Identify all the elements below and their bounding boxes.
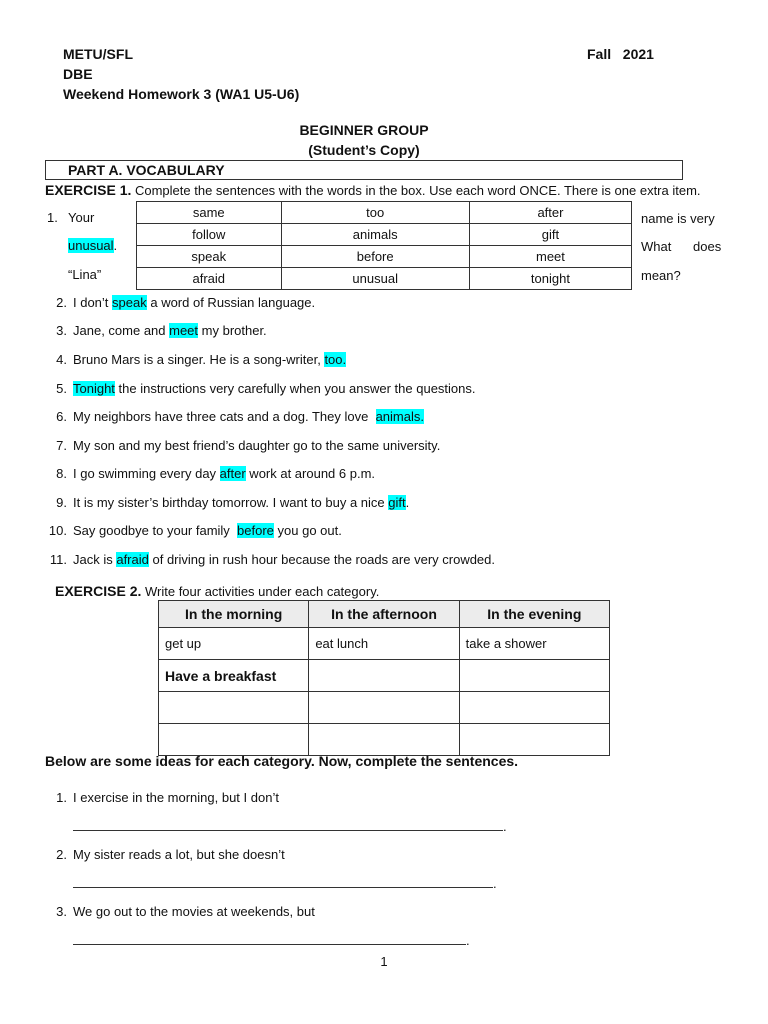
exercise-1-label: EXERCISE 1. — [45, 182, 132, 198]
item-answer: gift — [388, 495, 406, 510]
item-answer: too. — [324, 352, 347, 367]
activities-cell[interactable] — [159, 724, 309, 756]
page-number: 1 — [380, 954, 388, 969]
part-a-title: PART A. VOCABULARY — [68, 162, 225, 178]
exercise-1-item — [43, 523, 342, 538]
activities-cell[interactable] — [459, 724, 609, 756]
word-box-cell: unusual — [281, 268, 469, 290]
item-text-after: you go out. — [273, 523, 342, 538]
answer-line[interactable] — [73, 818, 507, 834]
answer-line[interactable] — [73, 932, 470, 948]
answer-blank[interactable] — [73, 818, 503, 831]
word-box-cell: speak — [137, 246, 282, 268]
item-text-after: work at around 6 p.m. — [245, 466, 376, 481]
item-number: 6. — [56, 409, 67, 424]
exercise-2-instruction — [55, 583, 379, 599]
homework-title: Weekend Homework 3 (WA1 U5-U6) — [63, 86, 300, 102]
idea-text: We go out to the movies at weekends, but — [73, 904, 315, 919]
item-number: 5. — [56, 381, 67, 396]
word-box-cell: meet — [469, 246, 631, 268]
item-text-before: I go swimming every day — [73, 466, 220, 481]
activities-row — [159, 724, 610, 756]
item-text-after: a word of Russian language. — [146, 295, 316, 310]
word-box-cell: after — [469, 202, 631, 224]
idea-text: My sister reads a lot, but she doesn’t — [73, 847, 285, 862]
ideas-heading: Below are some ideas for each category. Now, complete the sentences. — [45, 753, 519, 769]
activities-table — [158, 600, 610, 756]
item-1-left-3: “Lina” — [68, 267, 102, 282]
group-title: BEGINNER GROUP — [299, 122, 429, 138]
idea-item — [43, 904, 315, 919]
activities-cell[interactable] — [309, 724, 459, 756]
exercise-1-item — [43, 295, 315, 310]
item-answer: afraid — [116, 552, 149, 567]
item-text-before: My son and my best friend’s daughter go to the same university. — [73, 438, 441, 453]
item-answer: Tonight — [73, 381, 115, 396]
word-box-cell: animals — [281, 224, 469, 246]
item-1-right-1: name is very — [641, 211, 715, 226]
idea-text: I exercise in the morning, but I don’t — [73, 790, 279, 805]
activities-cell[interactable] — [309, 692, 459, 724]
item-1-left-1: Your — [68, 210, 95, 225]
exercise-1-item — [43, 409, 424, 424]
item-1-left-2: unusual. — [68, 238, 118, 253]
item-text-after: of driving in rush hour because the roads are very crowded. — [148, 552, 496, 567]
item-number: 9. — [56, 495, 67, 510]
term-label: Fall 2021 — [587, 46, 654, 62]
item-number: 4. — [56, 352, 67, 367]
exercise-1-text: Complete the sentences with the words in the box. Use each word ONCE. There is one extra item. — [131, 183, 701, 198]
item-1-right-2a: What — [641, 239, 672, 254]
activities-cell[interactable]: get up — [159, 628, 309, 660]
activities-cell[interactable] — [159, 692, 309, 724]
word-box-cell: before — [281, 246, 469, 268]
activities-cell[interactable] — [459, 660, 609, 692]
exercise-1-item — [43, 352, 346, 367]
idea-item — [43, 790, 279, 805]
item-1-right-2b: does — [693, 239, 722, 254]
activities-cell[interactable]: take a shower — [459, 628, 609, 660]
word-box-row — [137, 246, 632, 268]
copy-label: (Student’s Copy) — [308, 142, 420, 158]
activities-row — [159, 628, 610, 660]
item-number: 2. — [56, 295, 67, 310]
item-text-before: Say goodbye to your family — [73, 523, 238, 538]
item-1-answer: unusual — [68, 238, 114, 253]
item-text-after: my brother. — [198, 323, 267, 338]
word-box-cell: follow — [137, 224, 282, 246]
activities-header: In the evening — [459, 601, 609, 628]
item-text-before: Jack is — [73, 552, 117, 567]
dept-label: DBE — [63, 66, 93, 82]
item-number: 8. — [56, 466, 67, 481]
part-a-box — [45, 160, 683, 180]
item-number: 10. — [48, 523, 67, 538]
item-answer: meet — [169, 323, 199, 338]
item-number: 7. — [56, 438, 67, 453]
exercise-2-text: Write four activities under each category. — [141, 584, 380, 599]
item-number: 3. — [56, 323, 67, 338]
item-answer: before — [237, 523, 274, 538]
answer-period: . — [503, 819, 507, 834]
exercise-2-label: EXERCISE 2. — [55, 583, 142, 599]
activities-header: In the morning — [159, 601, 309, 628]
exercise-1-instruction — [45, 182, 745, 198]
word-box-cell: gift — [469, 224, 631, 246]
activities-cell[interactable]: eat lunch — [309, 628, 459, 660]
item-answer: after — [219, 466, 246, 481]
activities-cell[interactable] — [309, 660, 459, 692]
answer-blank[interactable] — [73, 875, 493, 888]
item-text-before: Jane, come and — [73, 323, 170, 338]
org-label: METU/SFL — [63, 46, 133, 62]
exercise-1-item — [43, 323, 267, 338]
idea-number: 3. — [56, 904, 67, 919]
item-text-before: It is my sister’s birthday tomorrow. I want to buy a nice — [73, 495, 389, 510]
exercise-1-item — [43, 381, 476, 396]
item-text-before: Bruno Mars is a singer. He is a song-writer, — [73, 352, 325, 367]
activities-cell[interactable]: Have a breakfast — [159, 660, 309, 692]
item-text-after: . — [405, 495, 410, 510]
activities-header: In the afternoon — [309, 601, 459, 628]
item-1-right-3: mean? — [641, 268, 681, 283]
answer-period: . — [493, 876, 497, 891]
item-answer: speak — [112, 295, 147, 310]
activities-row — [159, 660, 610, 692]
activities-row — [159, 692, 610, 724]
item-answer: animals. — [375, 409, 424, 424]
word-box-row — [137, 224, 632, 246]
answer-line[interactable] — [73, 875, 497, 891]
exercise-1-item — [43, 495, 409, 510]
word-box-cell: too — [281, 202, 469, 224]
exercise-1-item — [43, 466, 375, 481]
answer-blank[interactable] — [73, 932, 466, 945]
word-box-cell: tonight — [469, 268, 631, 290]
word-box-cell: afraid — [137, 268, 282, 290]
word-box-row — [137, 268, 632, 290]
word-box — [136, 201, 632, 290]
item-text-after: the instructions very carefully when you answer the questions. — [114, 381, 476, 396]
activities-cell[interactable] — [459, 692, 609, 724]
idea-number: 2. — [56, 847, 67, 862]
idea-item — [43, 847, 285, 862]
word-box-row — [137, 202, 632, 224]
answer-period: . — [466, 933, 470, 948]
exercise-1-item — [43, 552, 495, 567]
item-text-before: I don’t — [73, 295, 113, 310]
item-1-number: 1. — [47, 210, 58, 225]
word-box-cell: same — [137, 202, 282, 224]
exercise-1-item — [43, 438, 440, 453]
idea-number: 1. — [56, 790, 67, 805]
item-text-before: My neighbors have three cats and a dog. They love — [73, 409, 376, 424]
item-number: 11. — [49, 552, 67, 567]
